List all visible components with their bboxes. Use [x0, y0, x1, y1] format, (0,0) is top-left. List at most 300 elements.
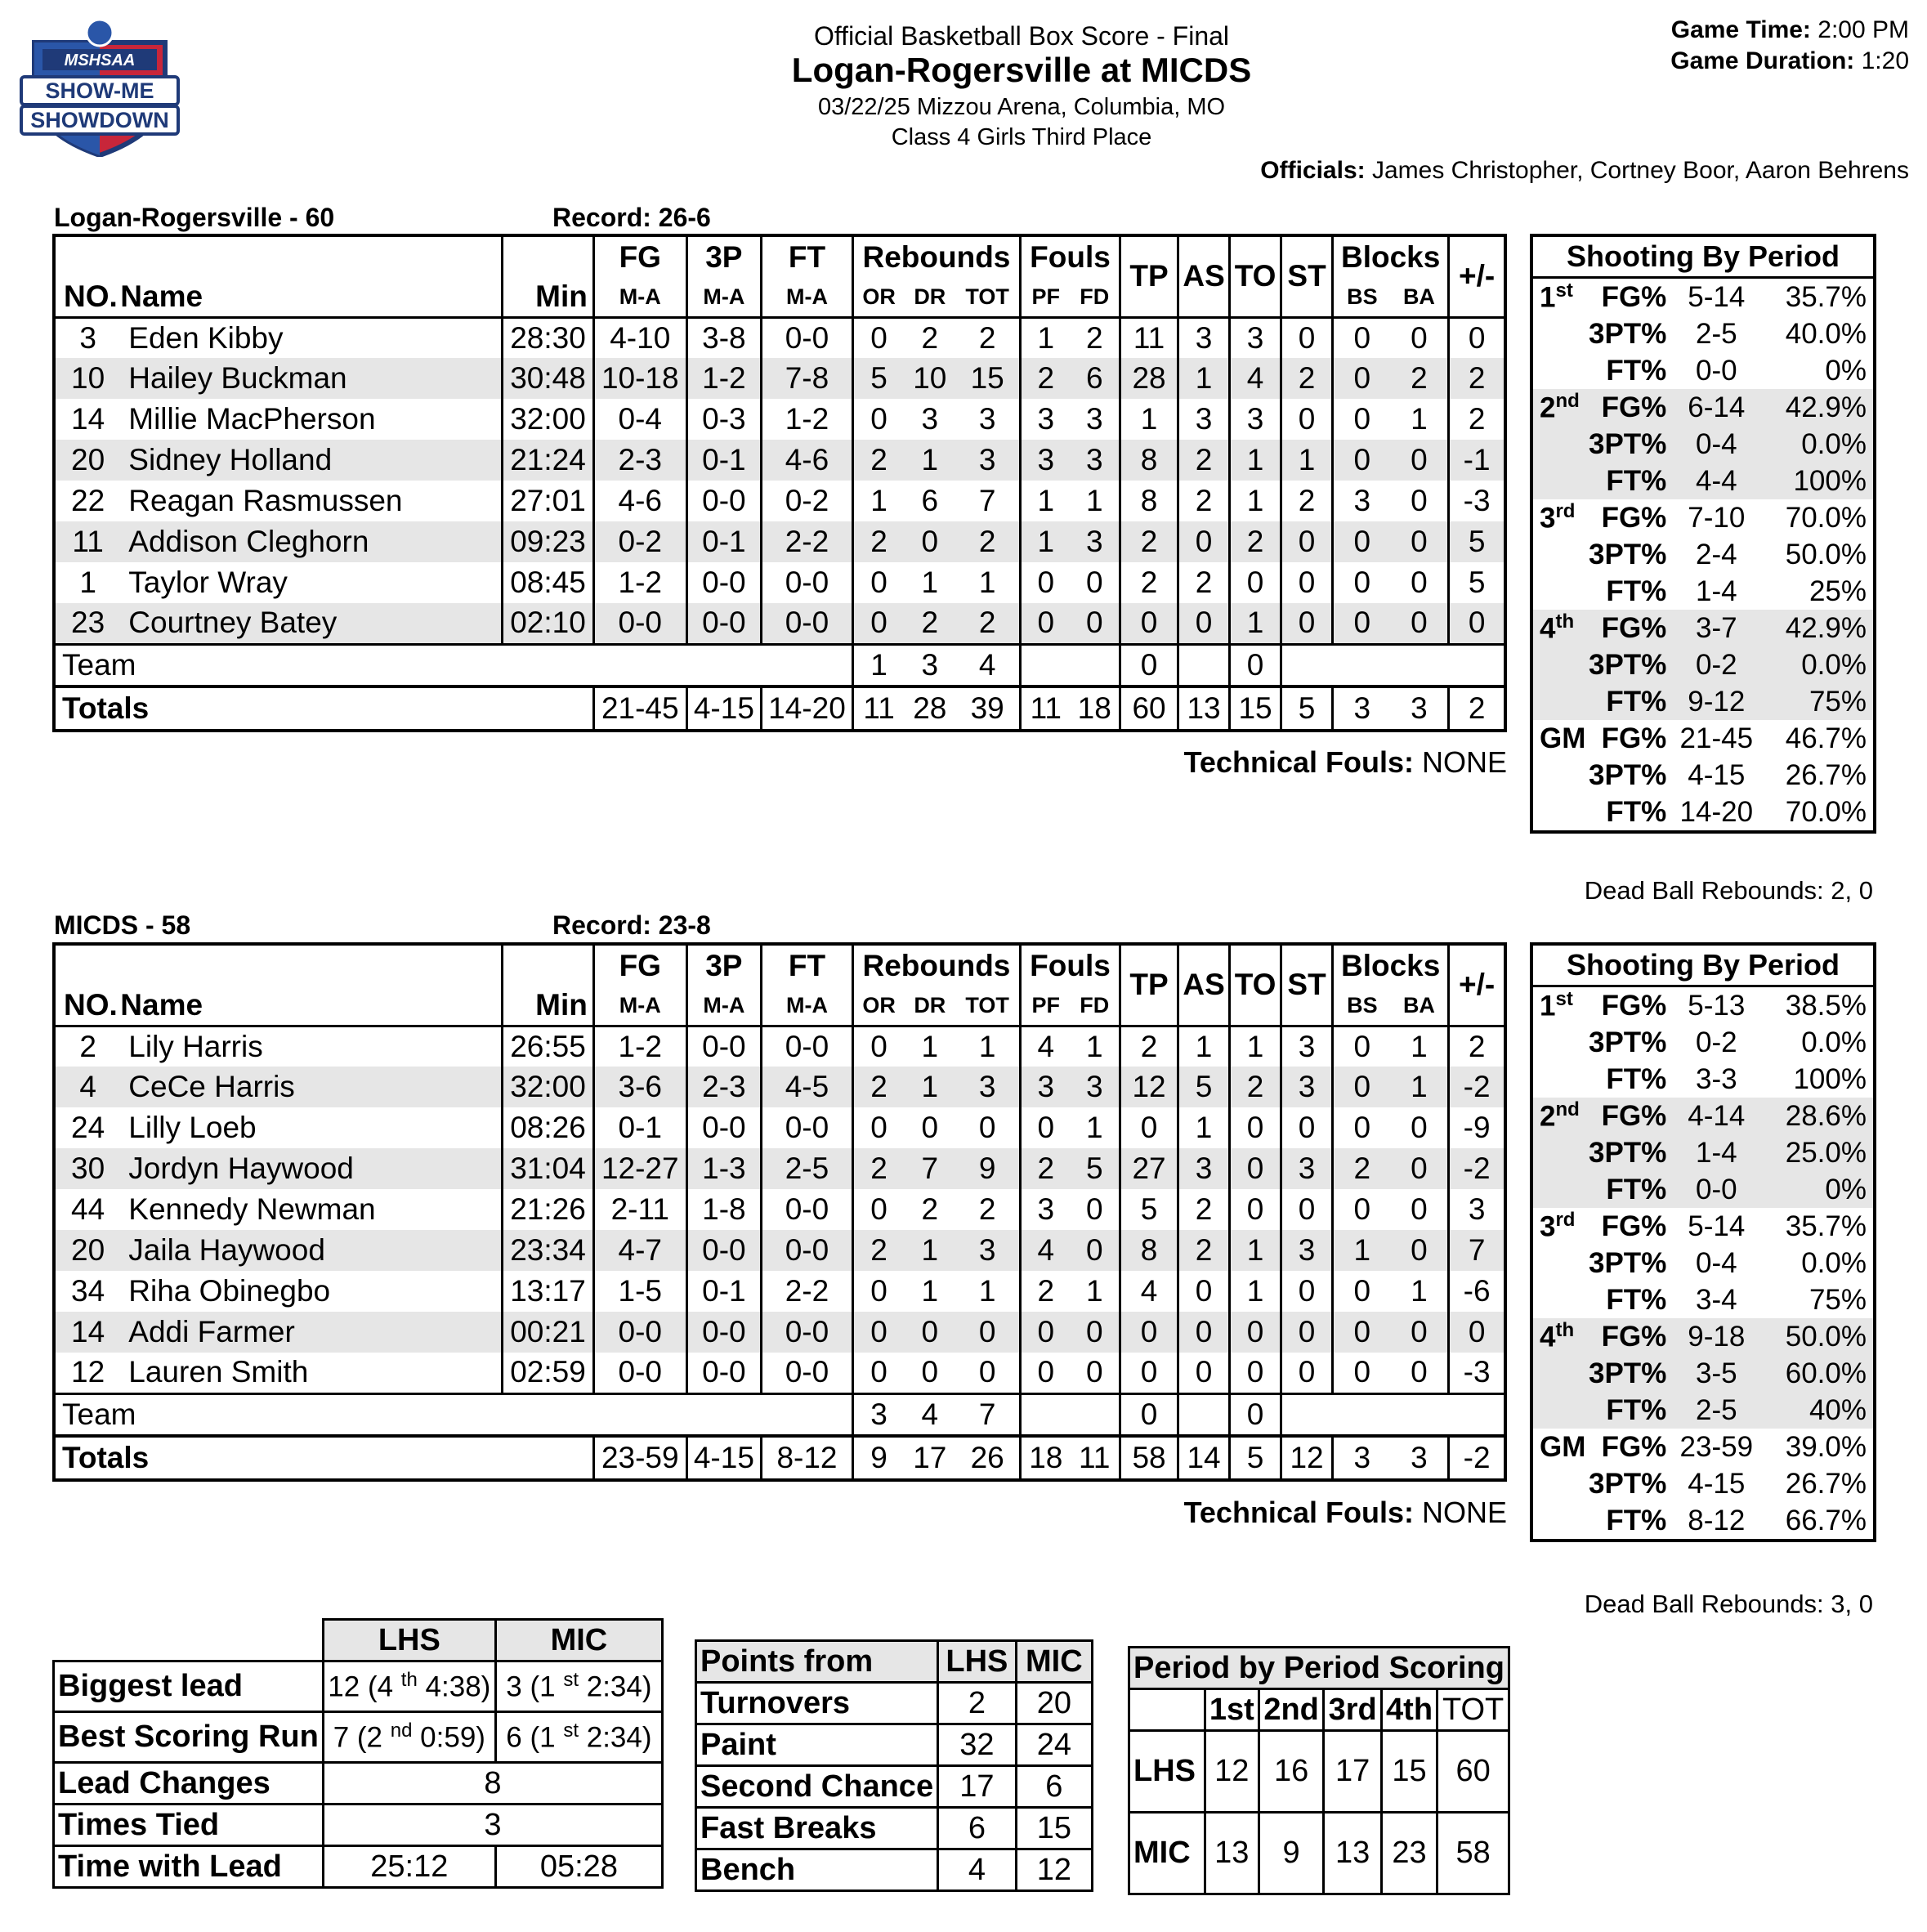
stat-cell: 0 — [1021, 562, 1071, 603]
stat-cell: 0 — [1333, 1067, 1391, 1107]
shooting-by-period-panel — [1530, 942, 1876, 1542]
stat-cell: 3 — [1085, 402, 1103, 436]
stat-cell: 1-5 — [593, 1271, 686, 1312]
shooting-row — [1533, 1465, 1873, 1502]
col-made-attempted: M-A — [593, 986, 686, 1026]
totals-cell: 5 — [1281, 686, 1333, 731]
totals-cell: 14-20 — [762, 686, 853, 731]
team-record: Record: 23-8 — [552, 910, 711, 940]
col-lhs: LHS — [323, 1620, 495, 1661]
stat-cell: 1-3 — [686, 1148, 761, 1189]
period-label: GM — [1540, 1430, 1586, 1463]
shooting-row — [1533, 757, 1873, 794]
totals-cell: 3 — [1391, 1436, 1449, 1480]
stat-cell: 2 — [852, 1230, 904, 1271]
period-score: 9 — [1259, 1813, 1324, 1894]
shooting-made-attempted: 8-12 — [1688, 1504, 1746, 1536]
shooting-percentage: 66.7% — [1785, 1504, 1867, 1536]
player-row — [54, 603, 1505, 644]
stat-cell: 7 — [1449, 1230, 1505, 1271]
stat-cell: 2 — [1449, 358, 1505, 399]
stat-cell: 0 — [852, 1107, 904, 1148]
stat-cell: 0-0 — [762, 1107, 853, 1148]
stat-cell: 5 — [852, 358, 904, 399]
stat-cell: 1 — [1178, 1026, 1230, 1067]
stat-cell: 2 — [955, 521, 1020, 562]
stat-cell: 27:01 — [503, 481, 594, 521]
shooting-percentage: 75% — [1761, 683, 1873, 720]
team-row — [54, 1393, 1505, 1436]
shooting-made-attempted: 7-10 — [1688, 501, 1746, 534]
box-score-table — [52, 942, 1507, 1482]
period-col-header: TOT — [1437, 1689, 1509, 1731]
stat-cell: 0 — [852, 562, 904, 603]
stat-cell: 0-1 — [686, 521, 761, 562]
stat-cell: 0 — [921, 1111, 939, 1144]
col-ft: FT — [762, 944, 853, 986]
times-tied-value: 3 — [323, 1805, 662, 1846]
totals-cell: 26 — [955, 1436, 1020, 1480]
player-number: 20 — [54, 1230, 120, 1271]
totals-cell: 4-15 — [686, 686, 761, 731]
col-plus-minus: +/- — [1449, 235, 1505, 317]
period-label — [1533, 536, 1589, 573]
stat-cell: 0-2 — [762, 481, 853, 521]
player-row — [54, 1026, 1505, 1067]
stat-cell: 0-0 — [762, 1230, 853, 1271]
stat-cell: 7-8 — [762, 358, 853, 399]
team-to: 0 — [1230, 1393, 1281, 1436]
shooting-made-attempted: 0-2 — [1696, 1026, 1737, 1058]
period-score: 17 — [1324, 1731, 1382, 1813]
stat-cell: 0 — [904, 1312, 955, 1353]
stat-cell: 3 — [1281, 1230, 1333, 1271]
stat-cell: 0 — [1021, 1107, 1071, 1148]
stat-cell: 1 — [1178, 358, 1230, 399]
stat-cell: 3 — [1071, 521, 1120, 562]
team-tot: 7 — [955, 1393, 1020, 1436]
points-from-table — [695, 1639, 1093, 1892]
stat-cell: 0-1 — [686, 440, 761, 481]
stat-cell: 2 — [904, 603, 955, 644]
stat-cell: 0 — [1178, 603, 1230, 644]
period-label — [1533, 1024, 1589, 1061]
stat-cell: 1-2 — [762, 399, 853, 440]
stat-cell: 2 — [1281, 358, 1333, 399]
shooting-row — [1533, 1502, 1873, 1539]
stat-cell: 09:23 — [503, 521, 594, 562]
shooting-percentage: 35.7% — [1785, 280, 1867, 313]
stat-cell: 0-0 — [762, 1312, 853, 1353]
shooting-percentage: 25% — [1809, 575, 1867, 607]
stat-cell: 0-0 — [686, 1230, 761, 1271]
shooting-row — [1533, 426, 1873, 463]
shooting-made-attempted: 5-13 — [1688, 989, 1746, 1022]
stat-cell: 0-0 — [593, 1353, 686, 1393]
stat-cell: 0 — [1333, 1189, 1391, 1230]
stat-cell: 0 — [1391, 1148, 1449, 1189]
totals-cell: 3 — [1333, 1436, 1391, 1480]
totals-cell: 13 — [1178, 686, 1230, 731]
player-row — [54, 1312, 1505, 1353]
stat-cell: 0 — [1071, 1312, 1120, 1353]
col-made-attempted: M-A — [762, 278, 853, 317]
shooting-made-attempted: 14-20 — [1679, 795, 1754, 828]
shooting-stat-label: FT% — [1589, 1392, 1671, 1429]
stat-cell: -2 — [1449, 1067, 1505, 1107]
player-name: Millie MacPherson — [128, 402, 376, 436]
shooting-stat-label: FG% — [1589, 1318, 1671, 1355]
stat-cell: 1 — [904, 440, 955, 481]
stat-cell: 1 — [1021, 521, 1071, 562]
lead-changes-label: Lead Changes — [54, 1763, 324, 1805]
stat-cell: 3 — [1021, 399, 1071, 440]
shooting-row — [1533, 536, 1873, 573]
col-no: NO. — [54, 278, 120, 317]
stat-cell: 0 — [1411, 484, 1428, 517]
totals-cell: 18 — [1021, 1436, 1071, 1480]
stat-cell: 3 — [1281, 1148, 1333, 1189]
stat-cell: 3 — [1230, 317, 1281, 358]
svg-text:SHOW-ME: SHOW-ME — [45, 78, 154, 103]
shooting-stat-label: 3PT% — [1589, 1026, 1667, 1058]
stat-cell: 0 — [1333, 1026, 1391, 1067]
shooting-made-attempted: 6-14 — [1671, 389, 1761, 426]
col-fg: FG — [593, 944, 686, 986]
stat-cell: 1 — [1085, 1111, 1103, 1144]
stat-cell: 3 — [1021, 1189, 1071, 1230]
stat-cell: 1 — [1085, 1274, 1103, 1308]
totals-cell: 11 — [852, 686, 904, 731]
technical-fouls: Technical Fouls: NONE — [1183, 745, 1507, 779]
stat-cell: 0-0 — [762, 1026, 853, 1067]
totals-cell: 3 — [1391, 686, 1449, 731]
totals-cell: 8-12 — [762, 1436, 853, 1480]
team-to: 0 — [1230, 644, 1281, 686]
totals-cell: 15 — [1230, 686, 1281, 731]
stat-cell: 0 — [1230, 1148, 1281, 1189]
shooting-stat-label: 3PT% — [1589, 317, 1667, 350]
shooting-stat-label: FG% — [1589, 389, 1671, 426]
shooting-percentage: 39.0% — [1785, 1430, 1867, 1463]
time-with-lead-lhs: 25:12 — [323, 1846, 495, 1888]
stat-cell: 08:26 — [503, 1107, 594, 1148]
shooting-stat-label: 3PT% — [1589, 426, 1671, 463]
stat-cell: 0 — [1230, 1107, 1281, 1148]
stat-cell: 0 — [852, 1312, 904, 1353]
period-label: 2nd — [1533, 389, 1589, 426]
stat-cell: 12-27 — [593, 1148, 686, 1189]
stat-cell: 0 — [1071, 1230, 1120, 1271]
stat-cell: 3 — [1021, 440, 1071, 481]
stat-cell: 0 — [1333, 1312, 1391, 1353]
player-number: 22 — [71, 484, 105, 517]
period-label: 1st — [1540, 988, 1573, 1022]
stat-cell: 3 — [1021, 1067, 1071, 1107]
period-score: 23 — [1381, 1813, 1437, 1894]
stat-cell: 2 — [1449, 1026, 1505, 1067]
stat-cell: 15 — [955, 358, 1020, 399]
period-score: 13 — [1205, 1813, 1259, 1894]
shooting-row — [1533, 315, 1873, 352]
stat-cell: 0 — [1333, 1271, 1391, 1312]
stat-cell: 0 — [1281, 399, 1333, 440]
period-row — [1129, 1731, 1509, 1813]
best-run-mic: 6 (1 $^{st}$ 2:34) — [495, 1712, 662, 1763]
stat-cell: 0 — [1281, 1312, 1333, 1353]
shooting-row — [1533, 1355, 1873, 1392]
period-label: 3rd — [1540, 1209, 1576, 1243]
shooting-row — [1533, 1208, 1873, 1245]
shooting-stat-label: FT% — [1606, 1504, 1667, 1536]
stat-cell: 3 — [1281, 1026, 1333, 1067]
stat-cell: 5 — [1071, 1148, 1120, 1189]
player-number: 14 — [71, 402, 105, 436]
player-row — [54, 1189, 1505, 1230]
shooting-made-attempted: 21-45 — [1679, 722, 1754, 754]
points-from-category: Turnovers — [696, 1683, 938, 1724]
stat-cell: 2 — [852, 521, 904, 562]
stat-cell: 2 — [1281, 481, 1333, 521]
col-made-attempted: M-A — [686, 986, 761, 1026]
shooting-percentage: 35.7% — [1785, 1210, 1867, 1242]
stat-cell: 0-0 — [762, 603, 853, 644]
stat-cell: -9 — [1449, 1107, 1505, 1148]
stat-cell: 2 — [1085, 320, 1103, 355]
stat-cell: 0 — [1281, 603, 1333, 644]
points-from-category: Fast Breaks — [696, 1808, 938, 1849]
shooting-stat-label: FT% — [1606, 1062, 1667, 1095]
stat-cell: 2 — [1333, 1148, 1391, 1189]
stat-cell: 0-0 — [686, 1107, 761, 1148]
totals-cell: 21-45 — [593, 686, 686, 731]
stat-cell: 2 — [1178, 562, 1230, 603]
stat-cell: 0-0 — [762, 562, 853, 603]
shooting-stat-label: 3PT% — [1589, 758, 1667, 791]
period-label: 4th — [1533, 1318, 1589, 1355]
points-from-col-lhs: LHS — [938, 1641, 1017, 1683]
stat-cell: 0 — [1449, 1312, 1505, 1353]
game-class: Class 4 Girls Third Place — [891, 124, 1152, 150]
col-blocks: Blocks — [1333, 235, 1449, 278]
stat-cell: 1 — [978, 1274, 996, 1308]
stat-cell: 0 — [1085, 1355, 1103, 1389]
col-name: Name — [120, 278, 502, 317]
col-plus-minus: +/- — [1449, 944, 1505, 1026]
stat-cell: 1 — [1230, 1230, 1281, 1271]
col-fouls: Fouls — [1021, 944, 1120, 986]
stat-cell: 0-0 — [593, 1312, 686, 1353]
shooting-row — [1533, 1024, 1873, 1061]
shooting-made-attempted: 23-59 — [1679, 1430, 1754, 1463]
totals-cell: 2 — [1449, 686, 1505, 731]
period-label — [1533, 573, 1589, 610]
shooting-made-attempted: 4-14 — [1671, 1098, 1761, 1134]
biggest-lead-mic: 3 (1 $^{st}$ 2:34) — [495, 1661, 662, 1712]
stat-cell: 0 — [1411, 1355, 1428, 1389]
col-made-attempted: M-A — [762, 986, 853, 1026]
col-mic: MIC — [495, 1620, 662, 1661]
officials: Officials: James Christopher, Cortney Boor, Aaron Behrens — [1260, 157, 1909, 184]
stat-cell: 0 — [1120, 1312, 1178, 1353]
stat-cell: 8 — [1120, 440, 1178, 481]
stat-cell: 0 — [1391, 440, 1449, 481]
period-label — [1533, 1465, 1589, 1502]
player-name: Lily Harris — [128, 1029, 263, 1063]
player-name: Addison Cleghorn — [120, 521, 502, 562]
stat-cell: 8 — [1120, 1230, 1178, 1271]
stat-cell: 0 — [852, 317, 904, 358]
team-dr: 4 — [904, 1393, 955, 1436]
shooting-percentage: 0.0% — [1761, 646, 1873, 683]
stat-cell: 0 — [1391, 603, 1449, 644]
stat-cell: 0-0 — [686, 1026, 761, 1067]
col-bs: BS — [1333, 278, 1391, 317]
technical-fouls: Technical Fouls: NONE — [1183, 1496, 1507, 1529]
shooting-made-attempted: 0-4 — [1671, 426, 1761, 463]
period-label: 4th — [1533, 610, 1589, 646]
col-fd: FD — [1071, 986, 1120, 1026]
stat-cell: 0 — [1120, 1107, 1178, 1148]
stat-cell: -3 — [1449, 481, 1505, 521]
player-row — [54, 1353, 1505, 1393]
shooting-percentage: 0.0% — [1801, 1026, 1867, 1058]
stat-cell: 3 — [955, 440, 1020, 481]
stat-cell: 0 — [1333, 317, 1391, 358]
stat-cell: -1 — [1449, 440, 1505, 481]
period-label: GM — [1540, 722, 1586, 754]
stat-cell: 2-5 — [762, 1148, 853, 1189]
stat-cell: 4 — [1021, 1230, 1071, 1271]
team-tp: 0 — [1120, 1393, 1178, 1436]
totals-cell: 28 — [904, 686, 955, 731]
col-fouls: Fouls — [1021, 235, 1120, 278]
stat-cell: 32:00 — [503, 1067, 594, 1107]
stat-cell: 0 — [1281, 317, 1333, 358]
stat-cell: 4-6 — [593, 481, 686, 521]
period-label — [1533, 1281, 1589, 1318]
stat-cell: 10-18 — [593, 358, 686, 399]
period-score: 12 — [1205, 1731, 1259, 1813]
team-or: 1 — [852, 644, 904, 686]
shooting-percentage: 38.5% — [1785, 989, 1867, 1022]
player-number: 12 — [71, 1355, 105, 1389]
shooting-stat-label: FG% — [1601, 989, 1667, 1022]
shooting-row — [1533, 1318, 1873, 1355]
stat-cell: 0-0 — [686, 1312, 761, 1353]
stat-cell: 0 — [1449, 603, 1505, 644]
col-tot: TOT — [955, 278, 1020, 317]
shooting-row — [1533, 1098, 1873, 1134]
stat-cell: 0-0 — [593, 603, 686, 644]
shooting-stat-label: FG% — [1601, 280, 1667, 313]
stat-cell: 1-2 — [686, 358, 761, 399]
shooting-percentage: 40.0% — [1785, 317, 1867, 350]
game-stats-table — [52, 1618, 664, 1889]
col-no: NO. — [54, 986, 120, 1026]
shooting-row — [1533, 573, 1873, 610]
shooting-stat-label: FG% — [1601, 1430, 1667, 1463]
points-from-col-mic: MIC — [1016, 1641, 1092, 1683]
dead-ball-rebounds: Dead Ball Rebounds: 3, 0 — [1584, 1590, 1873, 1618]
stat-cell: 1 — [904, 1230, 955, 1271]
stat-cell: 1 — [1230, 1026, 1281, 1067]
shooting-row — [1533, 1061, 1873, 1098]
stat-cell: 0 — [1120, 1353, 1178, 1393]
player-number: 10 — [54, 358, 120, 399]
player-row — [54, 1230, 1505, 1271]
stat-cell: -6 — [1449, 1271, 1505, 1312]
stat-cell: 1 — [904, 1067, 955, 1107]
player-number: 3 — [79, 320, 96, 355]
shooting-stat-label: 3PT% — [1589, 1355, 1671, 1392]
col-pf: PF — [1021, 278, 1071, 317]
box-score-table — [52, 234, 1507, 732]
shooting-made-attempted: 3-3 — [1696, 1062, 1737, 1095]
player-name: Addi Farmer — [120, 1312, 502, 1353]
col-rebounds: Rebounds — [852, 235, 1020, 278]
points-from-row — [696, 1683, 1093, 1724]
stat-cell: 0 — [852, 603, 904, 644]
shooting-made-attempted: 4-15 — [1688, 758, 1746, 791]
player-name: Reagan Rasmussen — [128, 484, 403, 517]
shooting-made-attempted: 0-0 — [1671, 1171, 1761, 1208]
stat-cell: 1 — [1085, 1029, 1103, 1063]
points-from-mic: 6 — [1016, 1766, 1092, 1808]
stat-cell: 0 — [852, 1026, 904, 1067]
totals-cell: 3 — [1333, 686, 1391, 731]
stat-cell: 1 — [921, 566, 939, 599]
period-label — [1533, 1392, 1589, 1429]
period-col-header: 1st — [1205, 1689, 1259, 1731]
stat-cell: 0 — [852, 1353, 904, 1393]
shooting-percentage: 40% — [1761, 1392, 1873, 1429]
stat-cell: 9 — [955, 1148, 1020, 1189]
stat-cell: 4-6 — [762, 440, 853, 481]
shooting-made-attempted: 2-5 — [1696, 317, 1737, 350]
stat-cell: 1 — [1333, 1230, 1391, 1271]
period-label — [1533, 1061, 1589, 1098]
stat-cell: 2 — [1230, 1067, 1281, 1107]
player-row — [54, 562, 1505, 603]
stat-cell: 0 — [921, 1355, 939, 1389]
shooting-percentage: 60.0% — [1761, 1355, 1873, 1392]
stat-cell: 4 — [1021, 1026, 1071, 1067]
totals-cell: 39 — [955, 686, 1020, 731]
period-label — [1533, 1355, 1589, 1392]
time-with-lead-mic: 05:28 — [495, 1846, 662, 1888]
stat-cell: 2 — [1120, 562, 1178, 603]
shooting-made-attempted: 0-4 — [1696, 1246, 1737, 1279]
period-scoring-title: Period by Period Scoring — [1129, 1648, 1509, 1689]
shooting-percentage: 70.0% — [1785, 501, 1867, 534]
stat-cell: 0 — [852, 1189, 904, 1230]
stat-cell: 0 — [1391, 1230, 1449, 1271]
stat-cell: 3 — [955, 1067, 1020, 1107]
stat-cell: 0 — [1449, 317, 1505, 358]
points-from-row — [696, 1724, 1093, 1766]
shooting-percentage: 26.7% — [1785, 1467, 1867, 1500]
stat-cell: 1 — [978, 1029, 996, 1063]
player-name: CeCe Harris — [120, 1067, 502, 1107]
stat-cell: 27 — [1120, 1148, 1178, 1189]
shooting-made-attempted: 4-15 — [1688, 1467, 1746, 1500]
time-with-lead-label: Time with Lead — [54, 1846, 324, 1888]
stat-cell: 0 — [1333, 399, 1391, 440]
period-label — [1533, 315, 1589, 352]
game-duration: Game Duration: 1:20 — [1670, 47, 1909, 74]
stat-cell: 1 — [921, 1274, 939, 1308]
